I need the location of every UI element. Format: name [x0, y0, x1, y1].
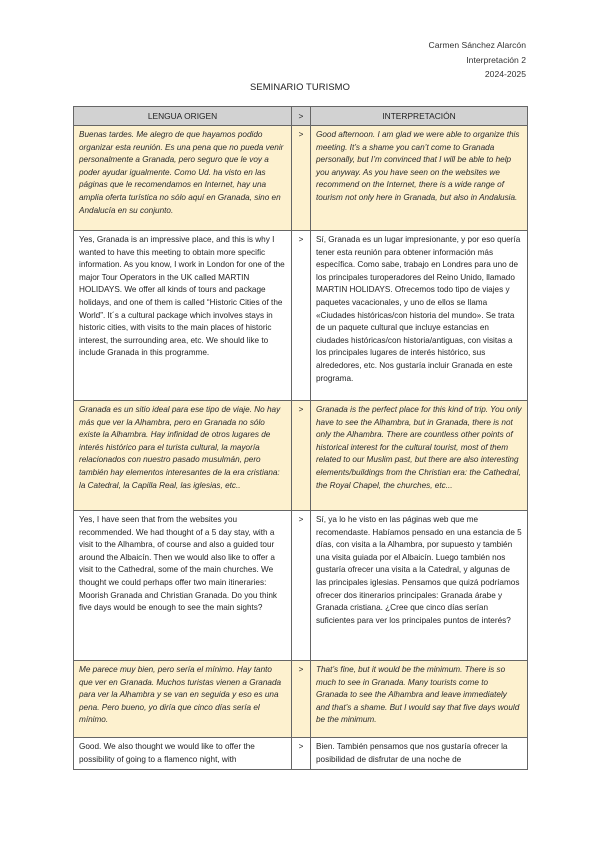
interpretation-cell: Granada is the perfect place for this kind of trip. You only have to see the Alhambra, but in Granada, there is not only the Alhambra. There are countless other points of historical interest for the cultural tourist, most of them related to our Muslim past, but there are also interesting elements/buildings from the Christian era: the Cathedral, the Royal Chapel, the churches, etc...	[311, 401, 528, 511]
arrow-cell: >	[292, 738, 311, 770]
course-name: Interpretación 2	[466, 54, 526, 65]
author-name: Carmen Sánchez Alarcón	[428, 40, 526, 50]
arrow-cell: >	[292, 511, 311, 661]
document-header	[429, 38, 526, 82]
source-cell: Me parece muy bien, pero sería el mínimo. Hay tanto que ver en Granada. Muchos turistas vienen a Granada para ver la Alhambra y se van en seguida y eso es una pena. Pero bueno, yo diría que cinco días sería el mínimo.	[74, 661, 292, 738]
source-cell: Buenas tardes. Me alegro de que hayamos podido organizar esta reunión. Es una pena que no pueda venir personalmente a Granada, pero seguro que le voy a poder ayudar igualmente. Como Ud. ha visto en las páginas que le recomendamos en Internet, hay una amplia oferta turística no sólo aquí en Granada, sino en Andalucía en su conjunto.	[74, 126, 292, 231]
academic-year: 2024-2025	[484, 69, 526, 79]
column-header-arrow: >	[292, 107, 311, 126]
column-header-source: LENGUA ORIGEN	[74, 107, 292, 126]
source-cell: Yes, I have seen that from the websites you recommended. We had thought of a 5 day stay, with a visit to the Alhambra, of course and also a guided tour around the Albaicín. Then we would also like to offer a visit to the Cathedral, some of the main churches. We thought we could perhaps offer two main itineraries: Moorish Granada and Christian Granada. Do you think five days would be enough to see the main sights?	[74, 511, 292, 661]
table-row	[74, 401, 528, 511]
arrow-cell: >	[292, 126, 311, 231]
table-row	[74, 661, 528, 738]
source-cell: Good. We also thought we would like to offer the possibility of going to a flamenco night, with	[74, 738, 292, 770]
table-row	[74, 126, 528, 231]
table-row	[74, 738, 528, 770]
interpretation-cell: Sí, Granada es un lugar impresionante, y por eso quería tener esta reunión para obtener información más específica. Como sabe, trabajo en Londres para uno de los principales turoperadores del Reino Unido, llamado MARTIN HOLIDAYS. Ofrecemos todo tipo de viajes y paquetes vacacionales, y uno de ellos se llama «Ciudades históricas/con historia del mundo». Se trata de un paquete cultural que incluye estancias en ciudades históricas/con historia/antiguas, con visitas a los principales lugares de interés histórico, sus alrededores, etc. Nos gustaría incluir Granada en este programa.	[311, 231, 528, 401]
table-row	[74, 511, 528, 661]
arrow-cell: >	[292, 401, 311, 511]
interpretation-cell: That’s fine, but it would be the minimum. There is so much to see in Granada. Many tourists come to Granada to see the Alhambra and leave immediately and that’s a shame. But I would say that five days would be the minimum.	[311, 661, 528, 738]
interpretation-cell: Good afternoon. I am glad we were able to organize this meeting. It’s a shame you can’t come to Granada personally, but I’m convinced that I will be able to help you anyway. As you have seen on the websites we recommend on the Internet, there is a wide range of tourism not only here in Granada, but also in Andalusia.	[311, 126, 528, 231]
source-cell: Yes, Granada is an impressive place, and this is why I wanted to have this meeting to obtain more specific information. As you know, I work in London for one of the major Tour Operators in the UK called MARTIN HOLIDAYS. We offer all kinds of tours and package holidays, and one of them is called “Historic Cities of the World”. It´s a cultural package which involves stays in historic cities, with visits to the main places of historic interest, the surrounding area, etc. We should like to include Granada in this programme.	[74, 231, 292, 401]
interpretation-table	[73, 106, 528, 770]
table-header-row	[74, 107, 528, 126]
column-header-interpretation: INTERPRETACIÓN	[311, 107, 528, 126]
table-row	[74, 231, 528, 401]
arrow-cell: >	[292, 231, 311, 401]
interpretation-cell: Sí, ya lo he visto en las páginas web que me recomendaste. Habíamos pensado en una estancia de 5 días, con visita a la Alhambra, por supuesto y también una visita guiada por el Albaicín. Luego también nos gustaría ofrecer una visita a la Catedral, y algunas de las principales iglesias. Pensamos que quizá podríamos ofrecer dos itinerarios principales: Granada árabe y Granada cristiana. ¿Cree que cinco días serían suficientes para ver los principales puntos de interés?	[311, 511, 528, 661]
document-title: SEMINARIO TURISMO	[250, 81, 350, 92]
source-cell: Granada es un sitio ideal para ese tipo de viaje. No hay más que ver la Alhambra, pero en Granada no sólo existe la Alhambra. Hay infinidad de otros lugares de interés histórico para el turista cultural, la mayoría relacionados con nuestro pasado musulmán, pero también hay elementos interesantes de la era cristiana: la Catedral, la Capilla Real, las iglesias, etc..	[74, 401, 292, 511]
arrow-cell: >	[292, 661, 311, 738]
interpretation-cell: Bien. También pensamos que nos gustaría ofrecer la posibilidad de disfrutar de una noche de	[311, 738, 528, 770]
